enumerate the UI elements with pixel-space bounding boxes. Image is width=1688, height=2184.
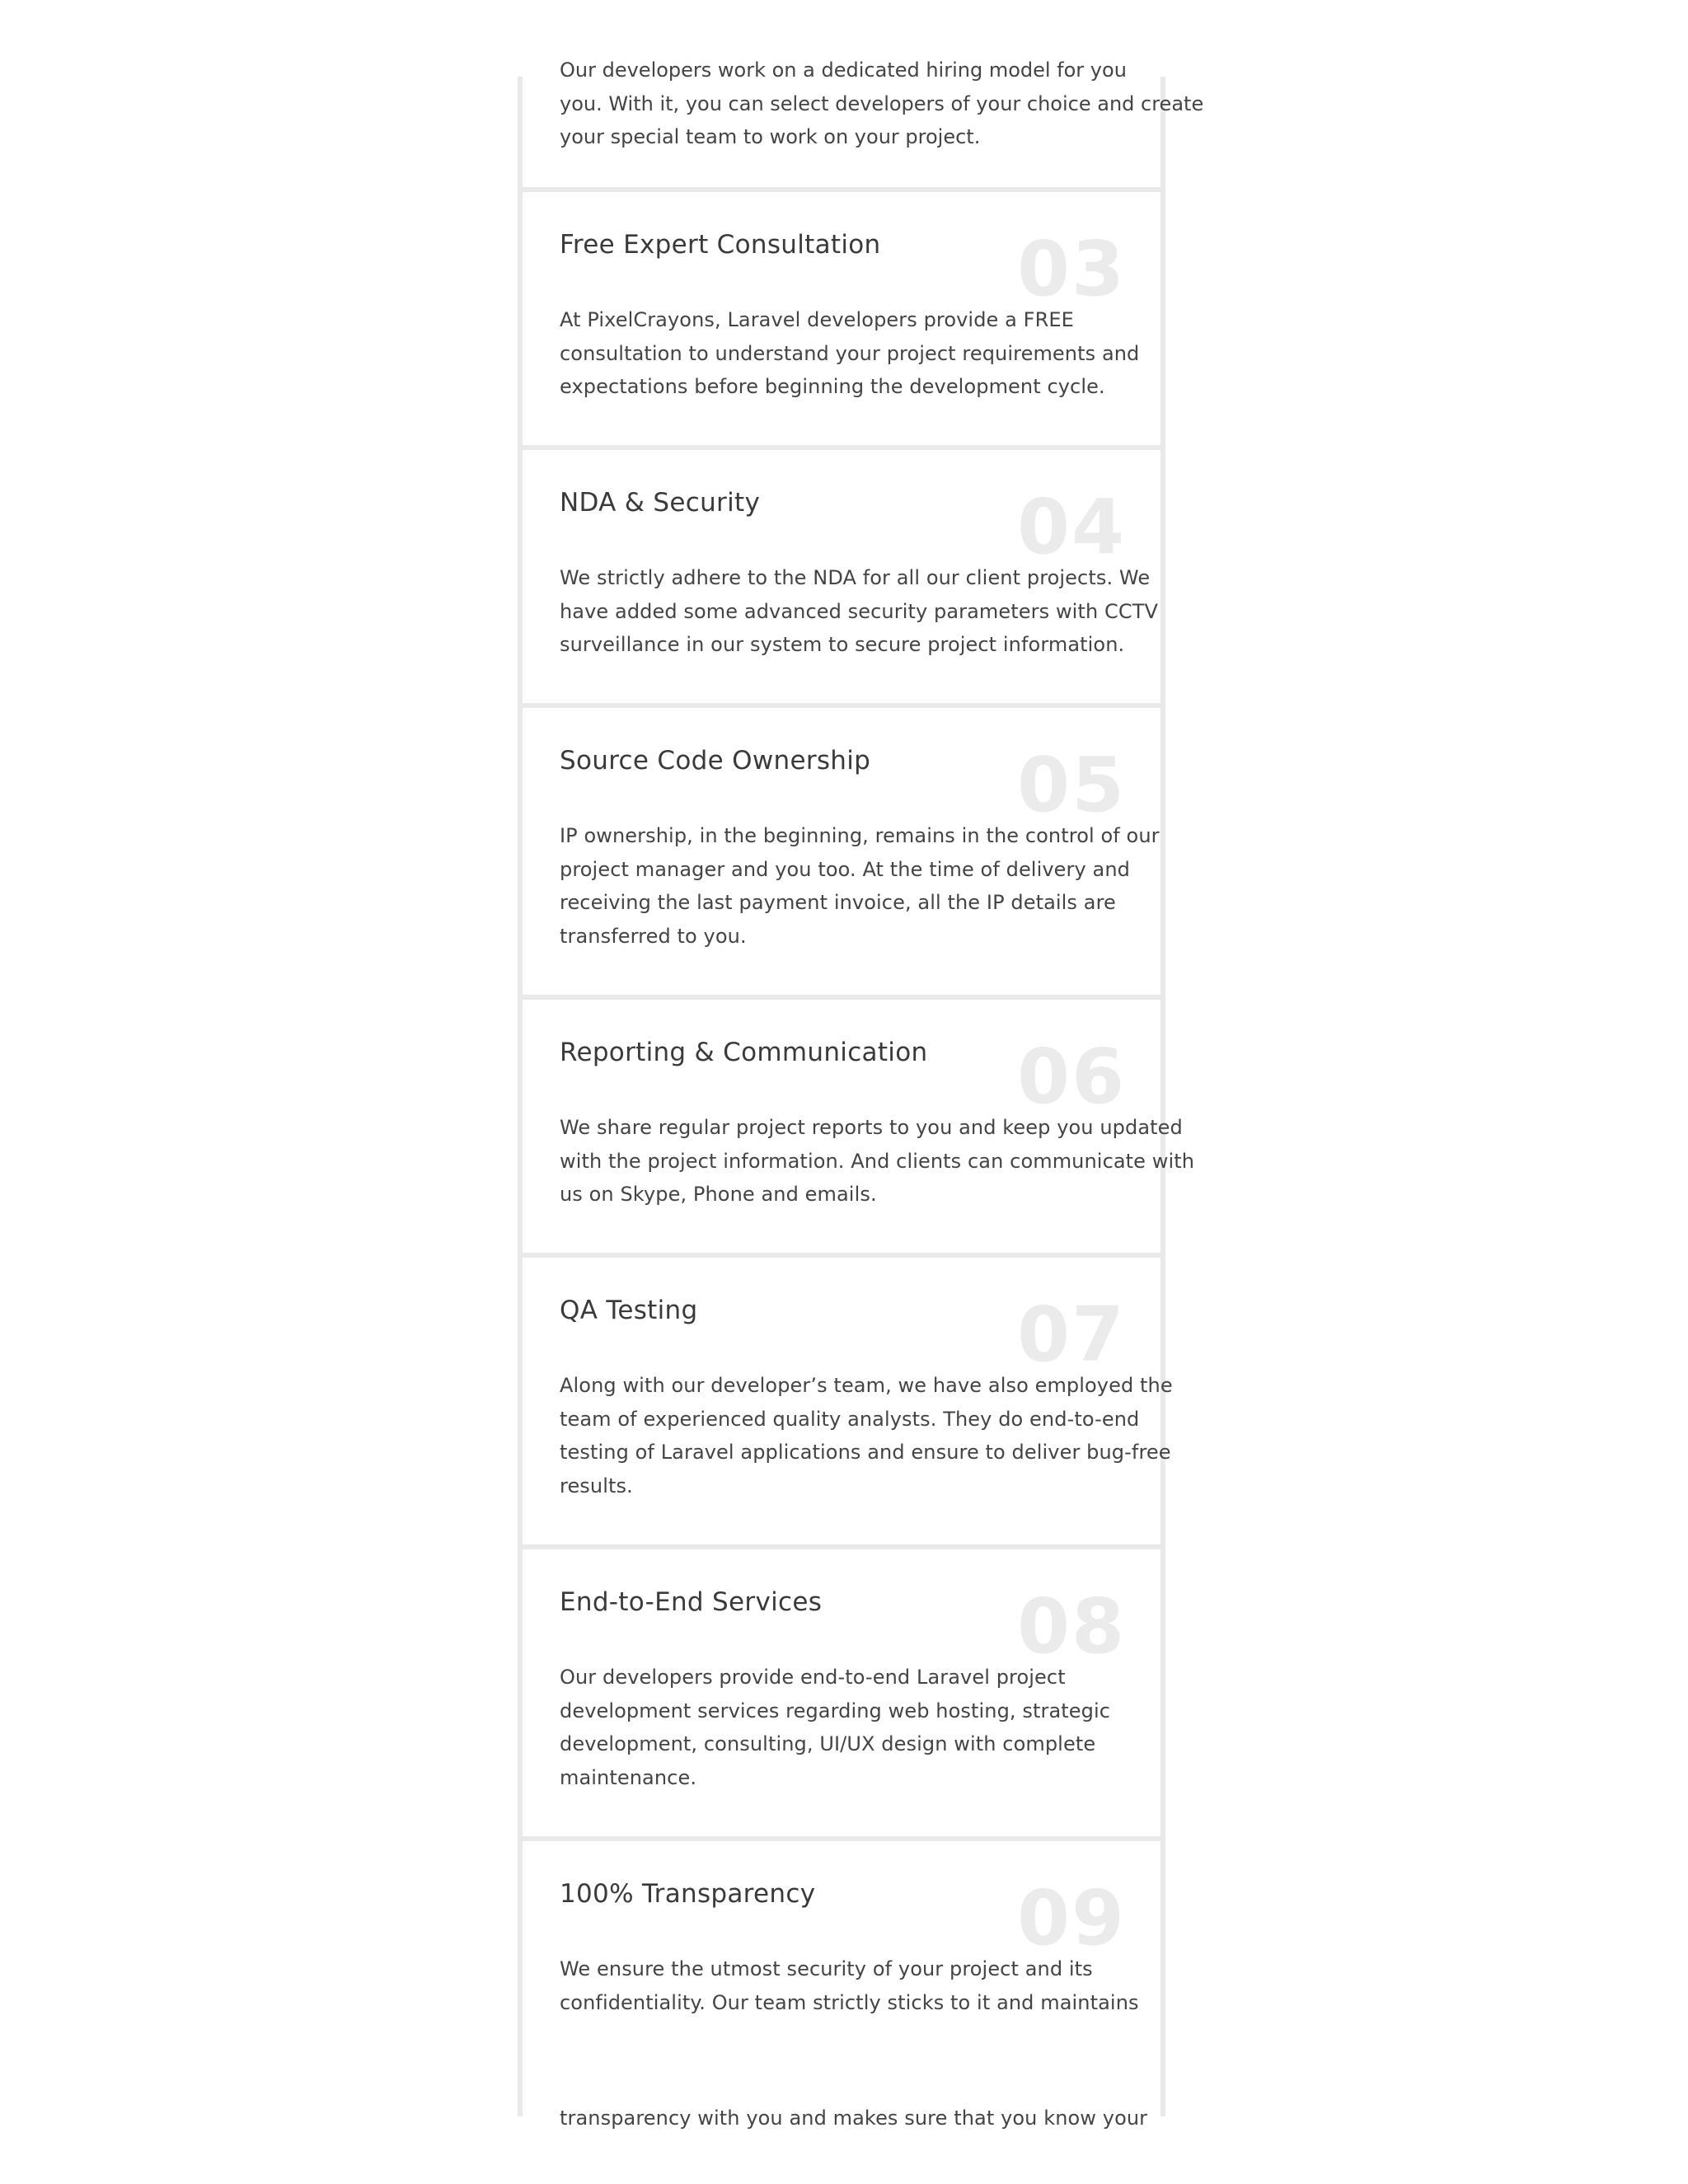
features-column [518,59,1204,2130]
feature-card-number: 07 [1017,1291,1127,1379]
feature-card-description [560,1661,1137,1794]
feature-card-number: 09 [1017,1874,1127,1962]
feature-card-source-code-ownership [523,708,1160,1000]
description-line: surveillance in our system to secure project information. [560,633,1125,656]
description-line: receiving the last payment invoice, all the IP details are [560,891,1116,914]
description-line: results. [560,1474,633,1497]
feature-card-nda-security [523,450,1160,708]
description-line: your special team to work on your project. [560,125,981,148]
description-line: Our developers work on a dedicated hiring model for you [560,59,1127,82]
feature-card-number: 04 [1017,483,1127,571]
feature-card-description [560,54,1204,154]
description-line: consultation to understand your project requirements and [560,341,1140,365]
feature-card-number: 08 [1017,1582,1127,1671]
description-line: At PixelCrayons, Laravel developers provide a FREE [560,308,1074,331]
description-line: project manager and you too. At the time of delivery and [560,857,1130,881]
description-line: We share regular project reports to you and keep you updated [560,1116,1183,1139]
feature-card-number: 06 [1017,1033,1127,1121]
feature-card-reporting-communication [523,1000,1195,1258]
description-line: have added some advanced security parameters with CCTV [560,599,1158,623]
feature-card-number: 05 [1017,741,1127,829]
feature-card-end-to-end-services [523,1549,1160,1841]
description-line: expectations before beginning the development cycle. [560,375,1105,398]
description-line: We strictly adhere to the NDA for all our client projects. We [560,566,1151,589]
feature-card-description [560,1952,1137,2019]
description-line: development, consulting, UI/UX design with complete [560,1732,1096,1755]
feature-card-partial [523,59,1204,192]
description-line: with the project information. And clients can communicate with [560,1149,1195,1173]
description-line: confidentiality. Our team strictly sticks to it and maintains [560,1990,1139,2014]
feature-card-description [560,303,1140,404]
description-line: Our developers provide end-to-end Laravel project [560,1666,1066,1689]
feature-card-description [560,819,1160,953]
feature-card-title: End-to-End Services [560,1587,823,1617]
feature-card-title: 100% Transparency [560,1879,816,1909]
feature-card-title: QA Testing [560,1296,698,1325]
description-line: transferred to you. [560,924,747,948]
description-line: you. With it, you can select developers of your choice and create [560,91,1204,115]
description-line: Along with our developer’s team, we have also employed the [560,1374,1173,1397]
description-line: transparency with you and makes sure that you know your [560,2107,1148,2130]
description-line: team of experienced quality analysts. They do end-to-end [560,1407,1140,1431]
feature-card-description-continued [560,2102,1148,2135]
description-line: IP ownership, in the beginning, remains in the control of our [560,824,1160,847]
feature-card-number: 03 [1017,225,1127,313]
feature-card-title: Reporting & Communication [560,1038,928,1067]
feature-card-transparency [523,1841,1160,2171]
description-line: us on Skype, Phone and emails. [560,1183,877,1206]
feature-card-description [560,1111,1195,1212]
feature-card-qa-testing [523,1258,1173,1549]
description-line: testing of Laravel applications and ensure to deliver bug-free [560,1441,1171,1464]
feature-card-title: Free Expert Consultation [560,230,881,260]
feature-card-free-expert-consultation [523,192,1160,450]
feature-card-title: NDA & Security [560,488,761,518]
feature-card-title: Source Code Ownership [560,746,871,776]
feature-card-description [560,1369,1173,1502]
description-line: We ensure the utmost security of your project and its [560,1957,1093,1980]
feature-card-description [560,561,1158,662]
description-line: maintenance. [560,1765,697,1789]
description-line: development services regarding web hosting, strategic [560,1699,1111,1722]
